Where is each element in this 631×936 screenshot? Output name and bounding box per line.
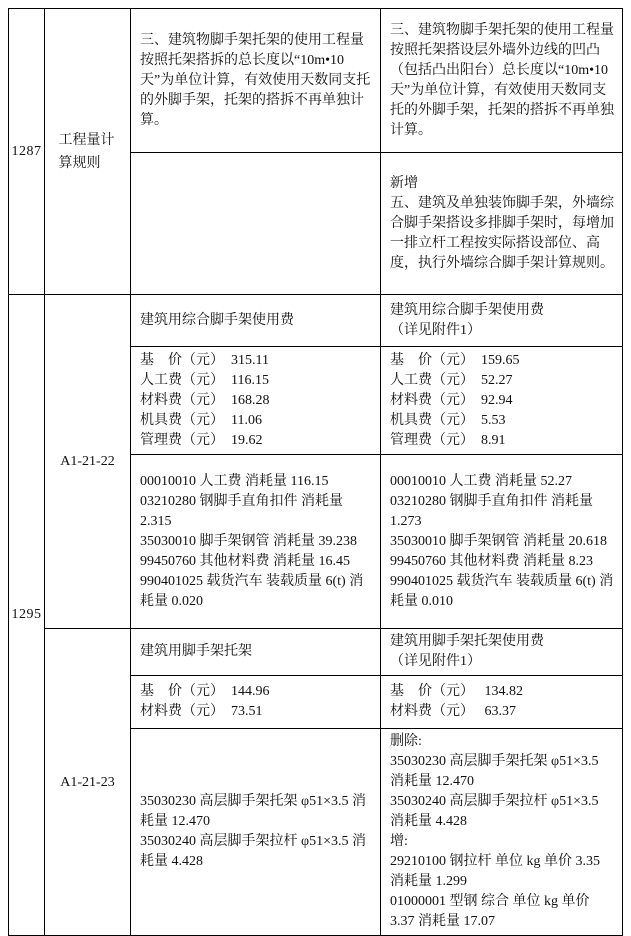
row-id-1295: 1295	[9, 295, 45, 936]
cell-old-rule-3: 三、建筑物脚手架托架的使用工程量按照托架搭拆的总长度以“10m•10天”为单位计算，有效使用天数同支托的外脚手架，托架的搭拆不再单独计算。	[131, 9, 381, 153]
cell-new-rule-5-added: 新增 五、建筑及单独装饰脚手架，外墙综合脚手架搭设多排脚手架时，每增加一排立杆工程按实际搭设部位、高度，执行外墙综合脚手架计算规则。	[381, 153, 623, 295]
cell-old-name-a1-21-22: 建筑用综合脚手架使用费	[131, 295, 381, 347]
quota-code-text: A1-21-22	[60, 454, 115, 469]
table-row	[9, 295, 623, 347]
quota-code-text: A1-21-23	[60, 774, 115, 790]
cell-new-prices-a1-21-23: 基 价（元） 134.82 材料费（元） 63.37	[381, 676, 623, 729]
cell-new-rule-3: 三、建筑物脚手架托架的使用工程量按照托架搭设层外墙外边线的凹凸（包括凸出阳台）总长度以“10m•10 天”为单位计算，有效使用天数同支托的外脚手架，托架的搭拆不再单独计算。	[381, 9, 623, 153]
cell-old-prices-a1-21-22: 基 价（元） 315.11 人工费（元） 116.15 材料费（元） 168.28 机具费（元） 11.06 管理费（元） 19.62	[131, 347, 381, 455]
row-label-calc-rules	[45, 9, 131, 295]
row-id-1287: 1287	[9, 9, 45, 295]
table-row	[9, 9, 623, 153]
cell-old-consumption-a1-21-22: 00010010 人工费 消耗量 116.15 03210280 钢脚手直角扣件 消耗量 2.315 35030010 脚手架钢管 消耗量 39.238 99450760 其他材料费 消耗量 16.45 990401025 载货汽车 装载质量 6(t) 消耗量 0.020	[131, 455, 381, 629]
quota-comparison-table	[8, 8, 623, 936]
cell-old-consumption-a1-21-23: 35030230 高层脚手架托架 φ51×3.5 消耗量 12.470 35030240 高层脚手架拉杆 φ51×3.5 消耗量 4.428	[131, 729, 381, 936]
cell-new-consumption-a1-21-23: 删除: 35030230 高层脚手架托架 φ51×3.5 消耗量 12.470 35030240 高层脚手架拉杆 φ51×3.5 消耗量 4.428 增: 29210100 钢拉杆 单位 kg 单价 3.35 消耗量 1.299 01000001 型钢 综合 单位 kg 单价 3.37 消耗量 17.07	[381, 729, 623, 936]
row-label-a1-21-22	[45, 295, 131, 629]
cell-old-rule-5-empty	[131, 153, 381, 295]
cell-old-name-a1-21-23: 建筑用脚手架托架	[131, 629, 381, 676]
table-row	[9, 629, 623, 676]
cell-new-name-a1-21-22: 建筑用综合脚手架使用费 （详见附件1）	[381, 295, 623, 347]
row-label-text: 工程量计算规则	[58, 132, 115, 171]
cell-new-prices-a1-21-22: 基 价（元） 159.65 人工费（元） 52.27 材料费（元） 92.94 机具费（元） 5.53 管理费（元） 8.91	[381, 347, 623, 455]
row-label-a1-21-23	[45, 629, 131, 936]
cell-new-consumption-a1-21-22: 00010010 人工费 消耗量 52.27 03210280 钢脚手直角扣件 消耗量 1.273 35030010 脚手架钢管 消耗量 20.618 99450760 其他材料费 消耗量 8.23 990401025 载货汽车 装载质量 6(t) 消耗量 0.010	[381, 455, 623, 629]
cell-old-prices-a1-21-23: 基 价（元） 144.96 材料费（元） 73.51	[131, 676, 381, 729]
cell-new-name-a1-21-23: 建筑用脚手架托架使用费 （详见附件1）	[381, 629, 623, 676]
